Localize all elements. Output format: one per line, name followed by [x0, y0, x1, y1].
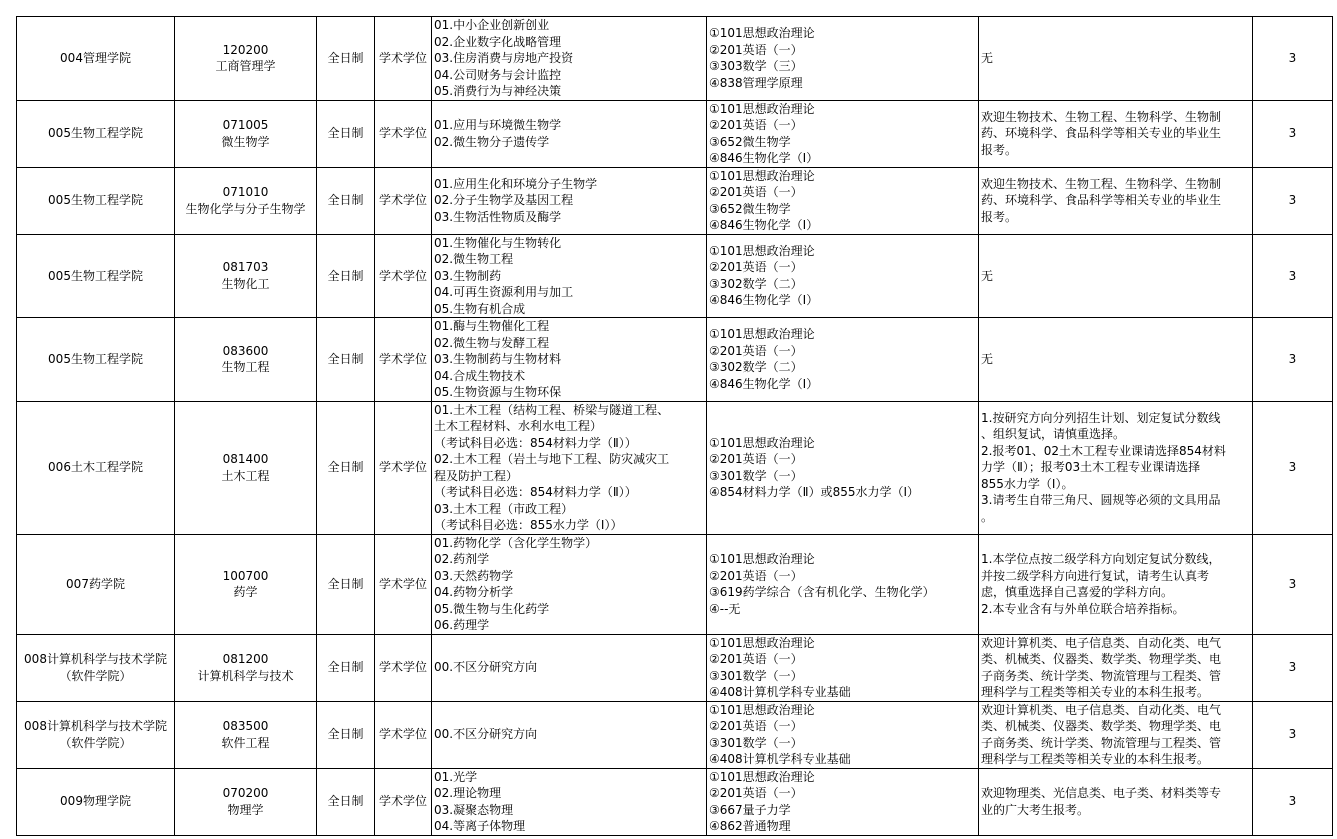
directions-line: 01.酶与生物催化工程 [434, 319, 550, 333]
notes-line: 欢迎物理类、光信息类、电子类、材料类等专 [981, 786, 1222, 800]
notes-line: 虑，慎重选择自己喜爱的学科方向。 [981, 585, 1174, 599]
college-cell [17, 234, 175, 318]
college-cell [17, 701, 175, 768]
major-line: 土木工程 [221, 468, 270, 483]
notes-line: 欢迎计算机类、电子信息类、自动化类、电气 [981, 635, 1222, 650]
exam-subjects-cell [707, 100, 979, 167]
exam-subjects-line: ②201英语（一） [709, 185, 803, 199]
exam-subjects-line: ③301数学（一） [709, 735, 803, 750]
major-line: 微生物学 [221, 134, 270, 149]
degree-type-cell: 学术学位 [375, 100, 432, 167]
directions-line: 02.药剂学 [434, 552, 490, 566]
degree-type-cell: 学术学位 [375, 234, 432, 318]
directions-cell [432, 768, 707, 835]
table-row [17, 634, 1333, 701]
directions-line: 04.药物分析学 [434, 585, 514, 599]
notes-cell [979, 100, 1253, 167]
notes-line: 业的广大考生报考。 [981, 802, 1090, 817]
directions-cell [432, 401, 707, 534]
college-line: 008计算机科学与技术学院 [24, 652, 167, 666]
study-mode-cell: 全日制 [317, 318, 375, 402]
table-row [17, 401, 1333, 534]
exam-subjects-line: ②201英语（一） [709, 118, 803, 132]
exam-subjects-line: ④408计算机学科专业基础 [709, 752, 851, 766]
major-cell [175, 401, 317, 534]
major-line: 100700 [222, 568, 269, 583]
quota-cell: 3 [1253, 234, 1333, 318]
directions-line: 03.生物制药与生物材料 [434, 352, 562, 366]
directions-line: 01.药物化学（含化学生物学） [434, 535, 598, 550]
table-row [17, 534, 1333, 634]
directions-line: 02.微生物分子遗传学 [434, 134, 550, 149]
exam-subjects-line: ①101思想政治理论 [709, 168, 815, 183]
study-mode-cell: 全日制 [317, 768, 375, 835]
notes-cell [979, 17, 1253, 101]
exam-subjects-line: ①101思想政治理论 [709, 769, 815, 784]
exam-subjects-line: ④408计算机学科专业基础 [709, 685, 851, 699]
directions-line: 05.消费行为与神经决策 [434, 84, 562, 98]
directions-line: 03.天然药物学 [434, 568, 514, 583]
directions-line: 01.中小企业创新创业 [434, 18, 550, 32]
exam-subjects-line: ④838管理学原理 [709, 75, 803, 90]
notes-cell [979, 534, 1253, 634]
directions-line: 01.生物催化与生物转化 [434, 235, 562, 250]
table-row [17, 768, 1333, 835]
directions-line: 02.微生物工程 [434, 252, 514, 266]
notes-line: 报考。 [981, 209, 1018, 224]
degree-type-cell: 学术学位 [375, 534, 432, 634]
study-mode-cell: 全日制 [317, 701, 375, 768]
degree-type-cell: 学术学位 [375, 17, 432, 101]
exam-subjects-line: ③652微生物学 [709, 134, 791, 149]
notes-line: 欢迎生物技术、生物工程、生物科学、生物制 [981, 109, 1222, 124]
notes-line: 。 [981, 509, 994, 524]
college-cell [17, 634, 175, 701]
exam-subjects-line: ②201英语（一） [709, 452, 803, 466]
notes-line: 并按二级学科方向进行复试，请考生认真考 [981, 568, 1210, 583]
exam-subjects-line: ③301数学（一） [709, 668, 803, 683]
exam-subjects-line: ④846生物化学（I） [709, 151, 819, 165]
notes-line: 欢迎计算机类、电子信息类、自动化类、电气 [981, 702, 1222, 717]
major-line: 工商管理学 [215, 59, 276, 74]
admissions-table [16, 16, 1333, 836]
notes-line: 力学（Ⅱ）；报考03土木工程专业课请选择 [981, 460, 1201, 475]
degree-type-cell: 学术学位 [375, 401, 432, 534]
major-cell [175, 701, 317, 768]
notes-cell [979, 768, 1253, 835]
directions-line: 04.可再生资源利用与加工 [434, 285, 574, 299]
exam-subjects-line: ④846生物化学（I） [709, 376, 819, 391]
directions-line: （考试科目必选：855水力学（Ⅰ）） [434, 518, 623, 532]
directions-line: 02.企业数字化战略管理 [434, 34, 562, 49]
exam-subjects-line: ③667量子力学 [709, 802, 791, 817]
directions-line: （考试科目必选：854材料力学（Ⅱ）） [434, 435, 637, 450]
major-line: 083500 [222, 719, 269, 733]
directions-cell [432, 318, 707, 402]
directions-line: 03.住房消费与房地产投资 [434, 51, 574, 65]
directions-line: 02.理论物理 [434, 786, 502, 800]
exam-subjects-cell [707, 318, 979, 402]
college-cell [17, 17, 175, 101]
exam-subjects-cell [707, 401, 979, 534]
notes-cell [979, 234, 1253, 318]
college-line: 004管理学院 [60, 51, 131, 65]
college-line: 005生物工程学院 [48, 126, 143, 141]
degree-type-cell: 学术学位 [375, 701, 432, 768]
notes-line: 理科学与工程类等相关专业的本科生报考。 [981, 685, 1210, 699]
directions-line: 02.微生物与发酵工程 [434, 335, 550, 350]
study-mode-cell: 全日制 [317, 534, 375, 634]
college-line: 008计算机科学与技术学院 [24, 719, 167, 733]
degree-type-cell: 学术学位 [375, 167, 432, 234]
notes-line: 2.报考01、02土木工程专业课请选择854材料 [981, 443, 1226, 458]
directions-line: 05.生物资源与生物环保 [434, 385, 562, 399]
exam-subjects-line: ④846生物化学（I） [709, 293, 819, 308]
notes-cell [979, 318, 1253, 402]
major-cell [175, 234, 317, 318]
directions-line: （考试科目必选：854材料力学（Ⅱ）） [434, 485, 637, 499]
quota-cell: 3 [1253, 100, 1333, 167]
directions-line: 04.等离子体物理 [434, 819, 526, 833]
quota-cell: 3 [1253, 701, 1333, 768]
exam-subjects-line: ②201英语（一） [709, 719, 803, 733]
major-line: 070200 [222, 786, 269, 800]
directions-line: 05.微生物与生化药学 [434, 601, 550, 616]
directions-line: 02.分子生物学及基因工程 [434, 193, 574, 208]
notes-line: 理科学与工程类等相关专业的本科生报考。 [981, 752, 1210, 766]
major-line: 计算机科学与技术 [197, 668, 294, 683]
notes-line: 类、机械类、仪器类、数学类、物理学类、电 [981, 719, 1222, 733]
directions-line: 04.公司财务与会计监控 [434, 67, 562, 82]
college-cell [17, 768, 175, 835]
college-cell [17, 401, 175, 534]
exam-subjects-line: ③302数学（二） [709, 276, 803, 291]
major-line: 081200 [222, 652, 269, 666]
major-cell [175, 100, 317, 167]
directions-line: 程及防护工程） [434, 468, 519, 483]
college-line: 009物理学院 [60, 794, 131, 809]
table-row [17, 17, 1333, 101]
directions-line: 06.药理学 [434, 618, 490, 632]
major-cell [175, 634, 317, 701]
notes-line: 药、环境科学、食品科学等相关专业的毕业生 [981, 126, 1222, 141]
study-mode-cell: 全日制 [317, 17, 375, 101]
table-row [17, 701, 1333, 768]
directions-line: 03.凝聚态物理 [434, 802, 514, 817]
exam-subjects-line: ①101思想政治理论 [709, 101, 815, 116]
directions-cell [432, 534, 707, 634]
major-line: 生物化工 [221, 276, 270, 291]
directions-cell [432, 234, 707, 318]
notes-line: 欢迎生物技术、生物工程、生物科学、生物制 [981, 176, 1222, 191]
table-row [17, 167, 1333, 234]
directions-cell [432, 17, 707, 101]
degree-type-cell: 学术学位 [375, 318, 432, 402]
degree-type-cell: 学术学位 [375, 634, 432, 701]
notes-line: 3.请考生自带三角尺、圆规等必须的文具用品 [981, 493, 1221, 508]
directions-cell [432, 167, 707, 234]
notes-line: 类、机械类、仪器类、数学类、物理学类、电 [981, 652, 1222, 666]
notes-line: 1.本学位点按二级学科方向划定复试分数线， [981, 552, 1221, 566]
exam-subjects-line: ②201英语（一） [709, 343, 803, 358]
exam-subjects-cell [707, 701, 979, 768]
directions-cell [432, 701, 707, 768]
quota-cell: 3 [1253, 401, 1333, 534]
major-line: 081400 [222, 452, 269, 466]
quota-cell: 3 [1253, 17, 1333, 101]
exam-subjects-line: ④854材料力学（Ⅱ）或855水力学（Ⅰ） [709, 485, 920, 499]
notes-line: 无 [981, 352, 994, 366]
exam-subjects-cell [707, 634, 979, 701]
college-line: 005生物工程学院 [48, 268, 143, 283]
exam-subjects-cell [707, 167, 979, 234]
college-line: （软件学院） [59, 668, 132, 683]
notes-line: 855水力学（Ⅰ）。 [981, 476, 1074, 491]
directions-line: 01.应用生化和环境分子生物学 [434, 176, 598, 191]
table-row [17, 100, 1333, 167]
college-cell [17, 167, 175, 234]
major-line: 071010 [222, 185, 269, 199]
directions-line: 00.不区分研究方向 [434, 727, 538, 742]
directions-line: 00.不区分研究方向 [434, 660, 538, 675]
directions-line: 03.土木工程（市政工程） [434, 501, 574, 516]
exam-subjects-cell [707, 17, 979, 101]
notes-line: 子商务类、统计学类、物流管理与工程类、管 [981, 735, 1222, 750]
exam-subjects-line: ①101思想政治理论 [709, 243, 815, 258]
exam-subjects-line: ①101思想政治理论 [709, 327, 815, 342]
exam-subjects-line: ③652微生物学 [709, 201, 791, 216]
notes-line: 2.本专业含有与外单位联合培养指标。 [981, 601, 1185, 616]
major-line: 生物工程 [221, 360, 270, 375]
college-cell [17, 534, 175, 634]
directions-cell [432, 634, 707, 701]
exam-subjects-line: ①101思想政治理论 [709, 435, 815, 450]
exam-subjects-line: ③302数学（二） [709, 360, 803, 375]
college-line: （软件学院） [59, 735, 132, 750]
directions-line: 土木工程材料、水利水电工程） [434, 419, 603, 433]
quota-cell: 3 [1253, 534, 1333, 634]
directions-line: 03.生物活性物质及酶学 [434, 209, 562, 224]
college-line: 005生物工程学院 [48, 352, 143, 366]
notes-cell [979, 401, 1253, 534]
major-cell [175, 768, 317, 835]
major-line: 生物化学与分子生物学 [185, 201, 306, 216]
notes-cell [979, 701, 1253, 768]
quota-cell: 3 [1253, 167, 1333, 234]
exam-subjects-line: ①101思想政治理论 [709, 702, 815, 717]
major-line: 120200 [222, 42, 269, 57]
exam-subjects-line: ①101思想政治理论 [709, 26, 815, 41]
study-mode-cell: 全日制 [317, 634, 375, 701]
directions-cell [432, 100, 707, 167]
directions-line: 02.土木工程（岩土与地下工程、防灾减灾工 [434, 452, 670, 466]
quota-cell: 3 [1253, 634, 1333, 701]
study-mode-cell: 全日制 [317, 167, 375, 234]
major-cell [175, 318, 317, 402]
exam-subjects-cell [707, 234, 979, 318]
exam-subjects-line: ②201英语（一） [709, 786, 803, 800]
major-line: 071005 [222, 118, 269, 132]
exam-subjects-line: ②201英语（一） [709, 568, 803, 583]
college-line: 005生物工程学院 [48, 193, 143, 208]
directions-line: 04.合成生物技术 [434, 368, 526, 383]
major-line: 083600 [222, 343, 269, 358]
college-cell [17, 100, 175, 167]
study-mode-cell: 全日制 [317, 401, 375, 534]
major-line: 药学 [233, 585, 258, 599]
college-line: 006土木工程学院 [48, 460, 143, 475]
exam-subjects-line: ③301数学（一） [709, 468, 803, 483]
notes-line: 无 [981, 268, 994, 283]
directions-line: 01.土木工程（结构工程、桥梁与隧道工程、 [434, 402, 670, 417]
exam-subjects-line: ②201英语（一） [709, 260, 803, 275]
exam-subjects-line: ③303数学（三） [709, 59, 803, 74]
notes-line: 无 [981, 51, 994, 65]
quota-cell: 3 [1253, 768, 1333, 835]
table-row [17, 234, 1333, 318]
notes-line: 、组织复试，请慎重选择。 [981, 427, 1126, 442]
major-cell [175, 534, 317, 634]
major-line: 软件工程 [221, 735, 270, 750]
directions-line: 05.生物有机合成 [434, 301, 526, 316]
exam-subjects-line: ②201英语（一） [709, 652, 803, 666]
major-cell [175, 17, 317, 101]
exam-subjects-cell [707, 768, 979, 835]
exam-subjects-line: ①101思想政治理论 [709, 635, 815, 650]
table-body [17, 17, 1333, 836]
directions-line: 03.生物制药 [434, 268, 502, 283]
study-mode-cell: 全日制 [317, 100, 375, 167]
exam-subjects-line: ④--无 [709, 601, 741, 616]
notes-cell [979, 167, 1253, 234]
college-cell [17, 318, 175, 402]
directions-line: 01.应用与环境微生物学 [434, 118, 562, 132]
notes-line: 报考。 [981, 142, 1018, 157]
exam-subjects-line: ①101思想政治理论 [709, 552, 815, 566]
study-mode-cell: 全日制 [317, 234, 375, 318]
college-line: 007药学院 [66, 576, 125, 591]
major-line: 物理学 [227, 802, 264, 817]
degree-type-cell: 学术学位 [375, 768, 432, 835]
directions-line: 01.光学 [434, 769, 478, 784]
notes-line: 1.按研究方向分列招生计划、划定复试分数线 [981, 410, 1221, 425]
table-row [17, 318, 1333, 402]
notes-cell [979, 634, 1253, 701]
exam-subjects-line: ②201英语（一） [709, 42, 803, 57]
exam-subjects-line: ④862普通物理 [709, 819, 791, 833]
major-cell [175, 167, 317, 234]
exam-subjects-line: ④846生物化学（I） [709, 218, 819, 232]
notes-line: 药、环境科学、食品科学等相关专业的毕业生 [981, 193, 1222, 208]
quota-cell: 3 [1253, 318, 1333, 402]
exam-subjects-line: ③619药学综合（含有机化学、生物化学） [709, 585, 935, 599]
major-line: 081703 [222, 260, 269, 275]
exam-subjects-cell [707, 534, 979, 634]
notes-line: 子商务类、统计学类、物流管理与工程类、管 [981, 668, 1222, 683]
